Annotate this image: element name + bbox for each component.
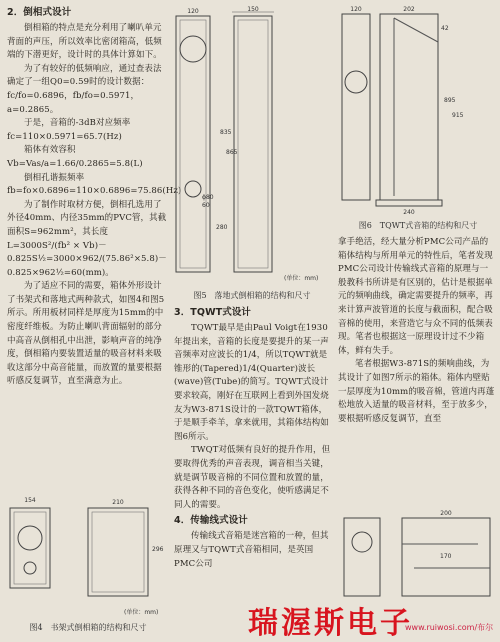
paragraph: TWQT对低频有良好的提升作用，但要取得优秀的声音表现，调音相当关键，就是调节吸音棉的不同位置和放置的量，获得各种不同的音色变化，使听感满足不同人的需要。 (174, 445, 331, 510)
dim-label: 210 (112, 499, 124, 506)
paragraph: 于是，音箱的-3dB对应频率fc=110×0.5971=65.7(Hz) (7, 118, 131, 142)
dim-label: 60 (202, 202, 210, 209)
watermark-logo: 瑞渥斯电子 (248, 606, 413, 641)
column-1 (7, 4, 182, 389)
watermark-url: www.ruiwosi.com/布尔 (405, 623, 494, 632)
dim-label: 150 (247, 6, 259, 13)
dim-label: 202 (403, 6, 415, 13)
paragraph: 倒相孔谐振频率fb=fo×0.6896=110×0.6896=75.86(Hz) (7, 172, 182, 197)
dim-label: 120 (187, 8, 199, 15)
paragraph: 传输线式音箱是迷宫箱的一种，但其原理又与TQWT式音箱相同，是英国PMC公司 (174, 531, 329, 569)
dim-label: 296 (152, 546, 164, 553)
paragraph: 箱体有效容积Vb=Vas/a=1.66/0.2865=5.8(L) (7, 145, 143, 169)
unit-label: (单位：mm) (284, 275, 319, 282)
dim-label: 280 (216, 224, 228, 231)
section-heading-tqwt: 3．TQWT式设计 (174, 307, 252, 318)
dim-label: 170 (440, 553, 452, 560)
paragraph: 为了适应不同的需要，箱体外形设计了书架式和落地式两种款式，如图4和图5所示。所用板材同样是厚度为15mm的中密度纤维板。为防止喇叭背面辐射的部分中高音从倒相孔中出泄，影响声音的纯净度，倒相箱内要装置适量的吸音材料来吸收这部分中高音能量，而放置的量要根据听感反复调节，直至满意为止。 (7, 281, 165, 387)
dim-label: 835 (220, 129, 232, 136)
figure-5-caption: 图5 落地式倒相箱的结构和尺寸 (193, 291, 311, 300)
figure-7-diagram (340, 508, 496, 603)
column-2 (174, 304, 334, 571)
column-3 (338, 236, 496, 426)
dim-label: 42 (441, 25, 449, 32)
dim-label: 865 (226, 149, 238, 156)
dim-label: ϕ80 (202, 194, 214, 201)
figure-6-diagram (336, 2, 498, 217)
figure-5-diagram (172, 4, 332, 286)
paragraph: TQWT最早是由Paul Voigt在1930年提出来，音箱的长度是要提升的某一声音频率对应波长的1/4，所以TQWT就是锥形的(Tapered)1/4(Quarter)波长(wave)管(Tube)的简写。TQWT式设计要求较高，刚好在互联网上看到外国发烧友为W3-871S设计的一款TQWT箱体，于是顺手牵羊，拿来就用，其箱体结构如图6所示。 (174, 323, 329, 442)
paragraph: 为了有较好的低频响应，通过查表法确定了一组Q0=0.59时的设计数据：fc/fo=0.6896，fb/fo=0.5971，a=0.2865。 (7, 63, 162, 115)
paragraph: 拿手绝活，经大量分析PMC公司产品的箱体结构与所用单元的特性后，笔者发现PMC公司设计传输线式音箱的原理与一般教科书所讲是有区别的，估计是根据单元的频响曲线，确定需要提升的频率，再来计算声波管道的长度与截面积，配合吸音棉的使用，来营造它与众不同的低频表现。笔者也根据这一原理设计过不少箱体，鲜有失手。 (338, 237, 493, 356)
paragraph: 笔者根据W3-871S的频响曲线，为其设计了如图7所示的箱体。箱体内壁贴一层厚度为10mm的吸音棉，管道内再蓬松地放入适量的吸音材料，至于放多少，要根据听感反复调节，直至 (338, 359, 495, 424)
dim-label: 200 (440, 510, 452, 517)
dim-label: 915 (452, 112, 464, 119)
paragraph: 倒相箱的特点是充分利用了喇叭单元背面的声压，所以效率比密闭箱高，低频端的下潜更好，设计时的具体计算如下。 (7, 23, 162, 61)
section-heading-transmission-line: 4．传输线式设计 (174, 515, 248, 527)
dim-label: 895 (444, 97, 456, 104)
dim-label: 120 (350, 6, 362, 13)
figure-4-caption: 图4 书架式倒相箱的结构和尺寸 (29, 623, 147, 632)
paragraph: 为了制作时取材方便，倒相孔选用了外径40mm、内径35mm的PVC管，其截面积S=962mm²，其长度L=3000S²/(fb² × Vb)－0.825S½=3000×962/(75.86²×5.8)－0.825×962½=60(mm)。 (7, 199, 167, 278)
dim-label: 154 (24, 497, 36, 504)
figure-6-caption: 图6 TQWT式音箱的结构和尺寸 (358, 221, 478, 230)
figure-4-diagram (4, 496, 170, 621)
unit-label: (单位：mm) (124, 609, 159, 616)
dim-label: 240 (403, 209, 415, 216)
section-heading-bass-reflex: 2．倒相式设计 (7, 7, 72, 18)
